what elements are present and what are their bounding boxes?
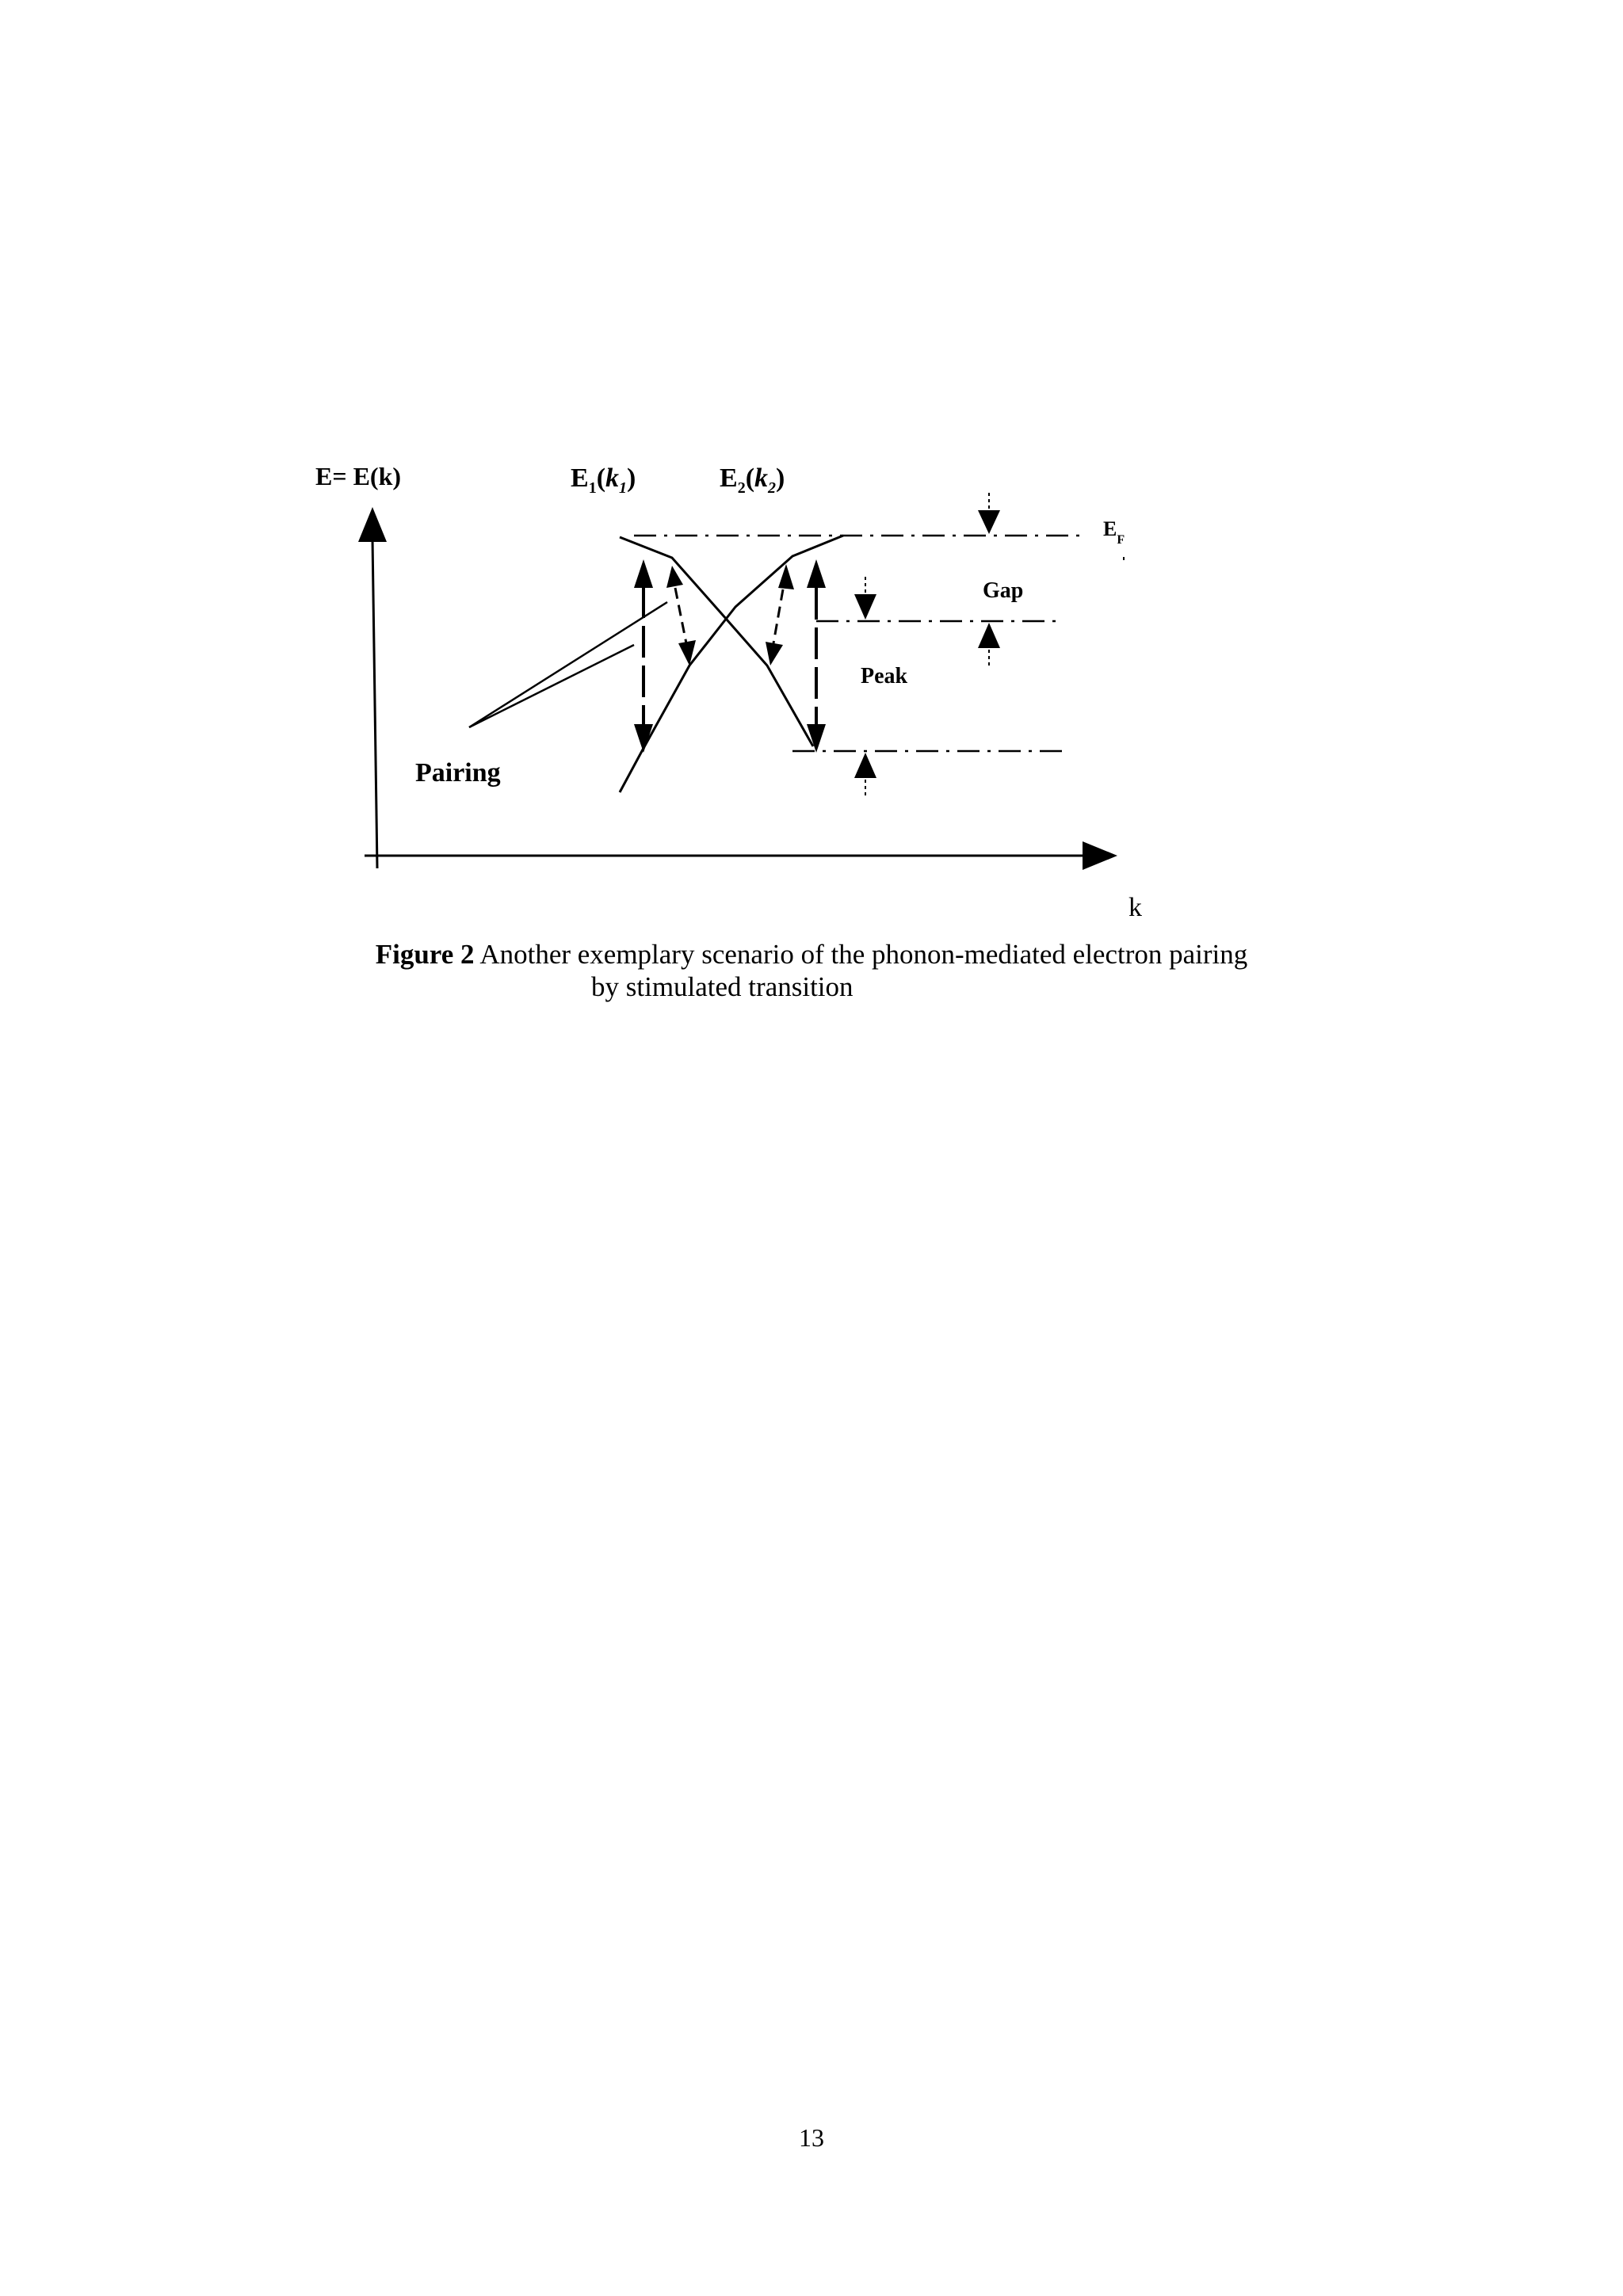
gap-label: Gap [983,578,1024,603]
band2-label [720,463,785,497]
gap-top-indicator-arrow [854,577,876,620]
svg-text:EF: $E_F$ [1103,517,1125,547]
fermi-label [1103,517,1125,560]
svg-text:E1(k1): $E_1(k_1)$ [571,463,636,497]
peak-bottom-indicator-arrow [854,753,876,795]
pairing-lines [469,602,667,727]
pairing-label: Pairing [415,758,501,788]
energy-axis [358,507,387,868]
band2-curve [620,536,843,792]
caption-label: Figure 2 [375,939,475,970]
page-number: 13 [799,2123,824,2152]
x-axis-label: k [1128,893,1142,922]
band-diagram [0,0,1623,935]
gap-bottom-indicator-arrow [978,623,1000,666]
right-phonon-arrow [766,564,794,666]
figure-caption [0,938,1623,1003]
caption-text-line1: Another exemplary scenario of the phonon-mediated electron pairing [474,939,1248,970]
band1-label [571,463,636,497]
fermi-indicator-arrow [978,493,1000,534]
band1-curve [620,537,813,746]
momentum-axis [365,841,1117,870]
peak-label: Peak [861,664,908,688]
right-transition-arrow [807,559,826,753]
left-transition-arrow [634,559,653,753]
caption-text-line2: by stimulated transition [591,971,854,1002]
svg-text:E2(k2): $E_2(k_2)$ [720,463,785,497]
y-axis-label: E= E(k) [315,462,402,490]
